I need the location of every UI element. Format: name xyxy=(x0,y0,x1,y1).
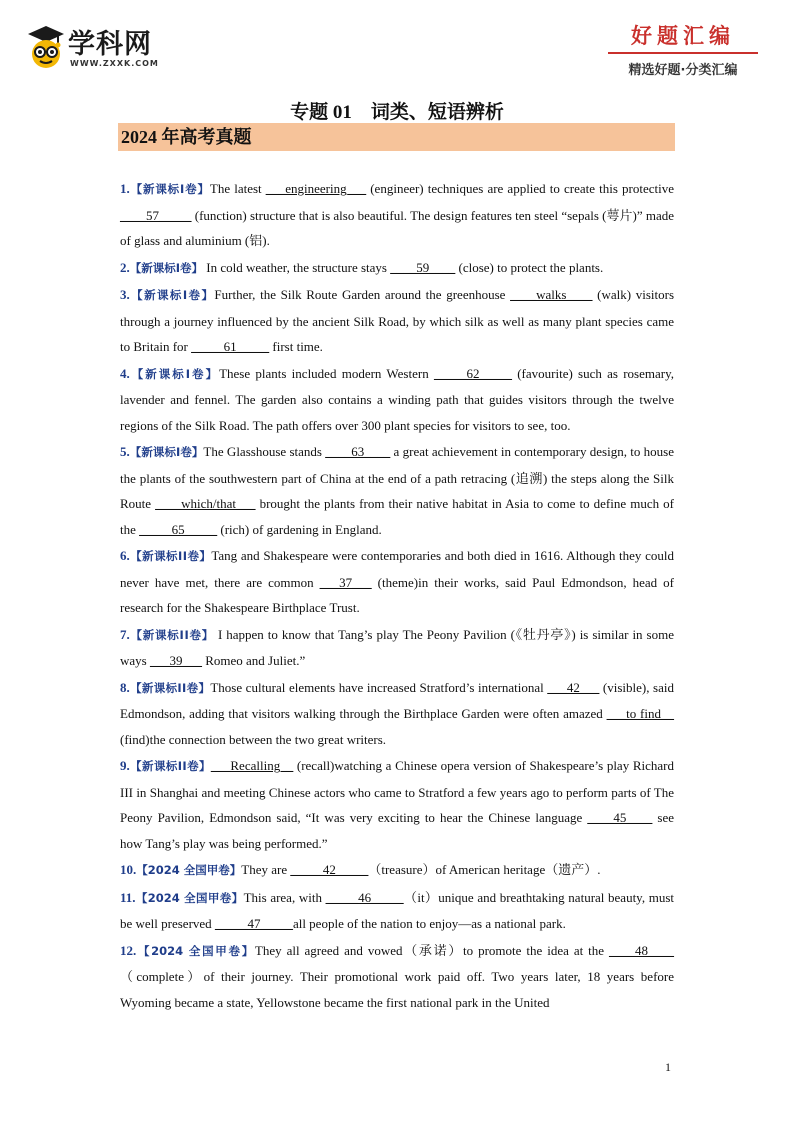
question-text: (engineer) techniques are applied to create this protective xyxy=(366,181,674,196)
section-heading xyxy=(118,123,675,151)
answer-blank: ____walks____ xyxy=(510,287,593,302)
question-list xyxy=(120,176,674,1016)
brand-subtitle: 精选好题·分类汇编 xyxy=(628,63,738,78)
question-item xyxy=(120,938,674,1016)
mascot-icon xyxy=(26,24,66,70)
question-number: 11. xyxy=(120,889,136,905)
answer-blank: ____48____ xyxy=(609,942,674,958)
question-source-tag: 【2024 全国甲卷】 xyxy=(136,943,255,958)
question-number: 12. xyxy=(120,942,137,958)
question-text: Those cultural elements have increased Stratford’s international xyxy=(210,679,548,695)
question-text: Further, the Silk Route Garden around the greenhouse xyxy=(214,287,511,302)
question-item xyxy=(120,753,674,856)
question-item xyxy=(120,675,674,753)
question-text: first time. xyxy=(269,339,323,354)
question-source-tag: 【新课标Ⅰ卷】 xyxy=(129,260,204,275)
question-item xyxy=(120,282,674,360)
question-text: (favourite) such as rosemary, lavender and fennel. The garden also contains a winding path that guides visitors through the twelve regions of the Silk Road. The path offers over 300 plant species for visitors to see, too. xyxy=(120,365,675,433)
question-number: 3. xyxy=(120,287,130,302)
question-source-tag: 【新课标ⅠⅠ卷】 xyxy=(129,759,211,773)
question-text: They all agreed and vowed（承诺）to promote the idea at the xyxy=(254,942,609,958)
question-text: Romeo and Juliet.” xyxy=(201,653,306,668)
question-text: (find)the connection between the two great writers. xyxy=(120,731,387,747)
question-text: all people of the nation to enjoy—as a national park. xyxy=(292,916,566,931)
question-source-tag: 【新课标Ⅰ卷】 xyxy=(129,182,210,196)
question-item xyxy=(120,255,674,282)
question-number: 9. xyxy=(120,758,130,773)
question-text: This area, with xyxy=(243,889,326,905)
question-source-tag: 【新课标ⅠⅠ卷】 xyxy=(129,627,214,642)
answer-blank: ___39___ xyxy=(149,653,202,668)
answer-blank: ___37___ xyxy=(319,574,372,590)
question-text: (rich) of gardening in England. xyxy=(217,521,382,537)
answer-blank: ___Recalling__ xyxy=(210,758,294,773)
question-number: 4. xyxy=(120,365,130,381)
page-title: 专题 01 词类、短语辨析 xyxy=(290,102,504,123)
question-text: Tang and Shakespeare were contemporaries and both died in 1616. Although they could never have met, there are common xyxy=(120,548,675,590)
answer-blank: _____62_____ xyxy=(433,365,512,381)
question-item xyxy=(120,857,674,884)
question-text: brought the plants from their native habitat in Asia to come to define much of the xyxy=(120,496,674,537)
question-source-tag: 【2024 全国甲卷】 xyxy=(136,863,242,877)
section-title: 2024 年高考真题 xyxy=(121,127,252,147)
answer-blank: ____63____ xyxy=(325,444,391,459)
answer-blank: ___42___ xyxy=(547,679,600,695)
brand-box xyxy=(608,22,758,78)
question-number: 1. xyxy=(120,181,130,196)
answer-blank: _____42_____ xyxy=(290,862,369,877)
question-text: (recall)watching a Chinese opera version of Shakespeare’s play Richard III in Shanghai and meeting Chinese actors who came to Stratford a few years ago to perform parts of The Peony Pavilion, Edmondson said, “It was very exciting to hear the Chinese language xyxy=(120,758,675,825)
answer-blank: _____61_____ xyxy=(191,339,270,354)
answer-blank: ___to find__ xyxy=(606,706,674,721)
question-source-tag: 【新课标Ⅰ卷】 xyxy=(129,288,215,302)
question-source-tag: 【新课标Ⅰ卷】 xyxy=(129,445,204,459)
question-text: a great achievement in contemporary design, to house the plants of the southwestern part of China at the end of a path retracing (追溯) the steps along the Silk Route xyxy=(120,444,675,511)
question-number: 2. xyxy=(120,259,130,275)
answer-blank: ____45____ xyxy=(587,810,653,825)
question-text: These plants included modern Western xyxy=(219,365,434,381)
question-text: (theme)in their works, said Paul Edmondson, head of research for the Shakespeare Birthplace Trust. xyxy=(120,574,674,615)
question-text: The latest xyxy=(209,181,266,196)
question-number: 7. xyxy=(120,626,130,642)
question-item xyxy=(120,622,674,674)
question-number: 10. xyxy=(120,862,137,877)
question-item xyxy=(120,543,674,621)
answer-blank: ____57_____ xyxy=(120,207,192,223)
question-text: (visible), said Edmondson, adding that visitors walking through the Birthplace Garden were often amazed xyxy=(120,679,674,721)
answer-blank: _____65_____ xyxy=(139,521,218,537)
question-item xyxy=(120,439,674,542)
logo-url: WWW.ZXXK.COM xyxy=(70,59,159,68)
brand-divider xyxy=(608,52,758,54)
question-source-tag: 【新课标ⅠⅠ卷】 xyxy=(129,680,211,695)
question-text: （treasure）of American heritage（遗产）. xyxy=(368,862,601,877)
zxxk-logo[interactable] xyxy=(26,24,176,76)
question-text: The Glasshouse stands xyxy=(203,444,326,459)
question-text: (walk) visitors through a journey influenced by the ancient Silk Road, by which silk as well as many plant species came to Britain for xyxy=(120,287,675,354)
question-text: （complete）of their journey. Their promotional work paid off. Two years later, 18 years before Wyoming became a state, Yellowstone became the first national park in the United xyxy=(120,969,674,1010)
answer-blank: ____which/that___ xyxy=(155,496,256,511)
question-source-tag: 【新课标ⅠⅠ卷】 xyxy=(129,549,212,563)
question-item xyxy=(120,176,674,254)
answer-blank: _____46_____ xyxy=(325,889,404,905)
question-source-tag: 【新课标Ⅰ卷】 xyxy=(129,366,220,381)
question-text: (close) to protect the plants. xyxy=(455,259,604,275)
question-number: 6. xyxy=(120,548,130,563)
question-text: （it）unique and breathtaking natural beauty, must be well preserved xyxy=(120,889,674,931)
question-number: 8. xyxy=(120,679,130,695)
question-text: I happen to know that Tang’s play The Peony Pavilion (《牡丹亭》) is similar in some ways xyxy=(120,626,674,668)
answer-blank: _____47_____ xyxy=(214,916,293,931)
brand-title: 好题汇编 xyxy=(631,23,735,48)
page-header xyxy=(0,0,794,86)
question-text: In cold weather, the structure stays xyxy=(203,259,391,275)
answer-blank: ____59____ xyxy=(390,259,456,275)
answer-blank: ___engineering___ xyxy=(265,181,367,196)
question-text: (function) structure that is also beautiful. The design features ten steel “sepals (萼片)” made of glass and aluminium (铝). xyxy=(120,207,674,248)
question-number: 5. xyxy=(120,444,130,459)
question-text: They are xyxy=(241,862,291,877)
question-item xyxy=(120,885,674,937)
logo-text: 学科网 xyxy=(68,29,152,60)
question-source-tag: 【2024 全国甲卷】 xyxy=(135,890,244,905)
question-item xyxy=(120,361,674,439)
page-number: 1 xyxy=(665,1060,671,1074)
question-text: see how Tang’s play was being performed.” xyxy=(120,810,674,851)
